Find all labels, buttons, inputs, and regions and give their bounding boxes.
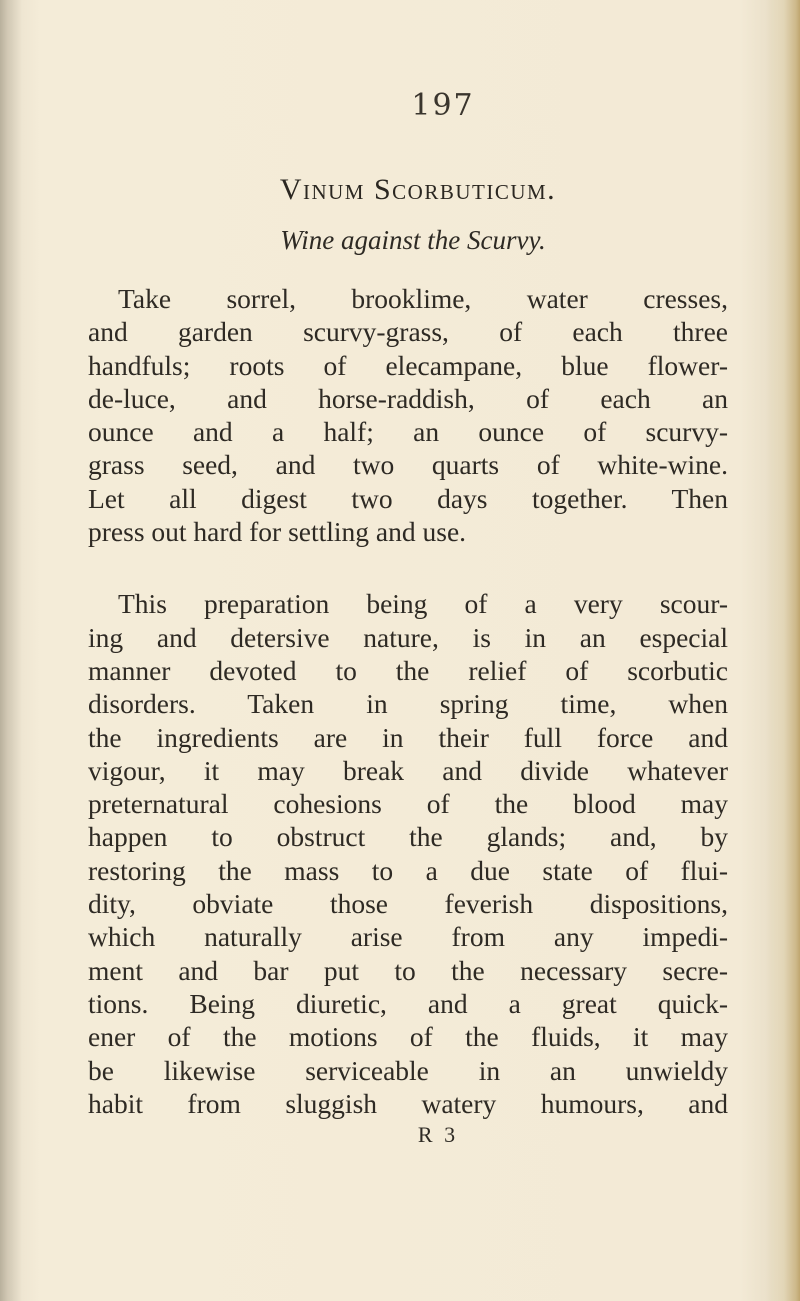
text-line: manner devoted to the relief of scorbutic — [88, 654, 728, 686]
text-line: grass seed, and two quarts of white-wine. — [88, 449, 728, 481]
text-line: preternatural cohesions of the blood may — [88, 788, 728, 820]
signature-mark: R 3 — [417, 1122, 459, 1148]
text-line: disorders. Taken in spring time, when — [88, 688, 728, 720]
text-line: ener of the motions of the fluids, it may — [88, 1021, 728, 1053]
paragraph-gap — [88, 548, 728, 587]
recipe-title: Vinum Scorbuticum. — [279, 173, 557, 206]
text-line: the ingredients are in their full force and — [88, 721, 728, 753]
binding-shadow — [0, 0, 22, 1301]
text-line: handfuls; roots of elecampane, blue flower- — [88, 349, 728, 381]
text-line: ing and detersive nature, is in an especial — [88, 621, 728, 653]
text-line: This preparation being of a very scour- — [118, 588, 728, 620]
text-line: de-luce, and horse-raddish, of each an — [88, 382, 728, 414]
text-line: and garden scurvy-grass, of each three — [88, 316, 728, 348]
text-line: press out hard for settling and use. — [88, 516, 467, 548]
recipe-subtitle: Wine against the Scurvy. — [280, 225, 546, 255]
text-line: which naturally arise from any impedi- — [88, 921, 728, 953]
text-line: vigour, it may break and divide whatever — [88, 754, 728, 786]
text-line: ounce and a half; an ounce of scurvy- — [88, 416, 728, 448]
text-line: tions. Being diuretic, and a great quick- — [88, 987, 728, 1019]
text-line: restoring the mass to a due state of flui- — [88, 854, 728, 886]
text-line: habit from sluggish watery humours, and — [88, 1087, 728, 1119]
text-line: be likewise serviceable in an unwieldy — [88, 1054, 728, 1086]
text-block — [88, 88, 728, 1148]
text-line: dity, obviate those feverish dispositions, — [88, 888, 728, 920]
text-line: happen to obstruct the glands; and, by — [88, 821, 728, 853]
paragraph-recipe — [88, 282, 728, 548]
text-line: Take sorrel, brooklime, water cresses, — [118, 283, 728, 314]
page-edge — [766, 0, 800, 1301]
paragraph-commentary — [88, 587, 728, 1120]
text-line: Let all digest two days together. Then — [88, 482, 728, 514]
text-line: ment and bar put to the necessary secre- — [88, 954, 728, 986]
page-number: 197 — [411, 88, 475, 123]
